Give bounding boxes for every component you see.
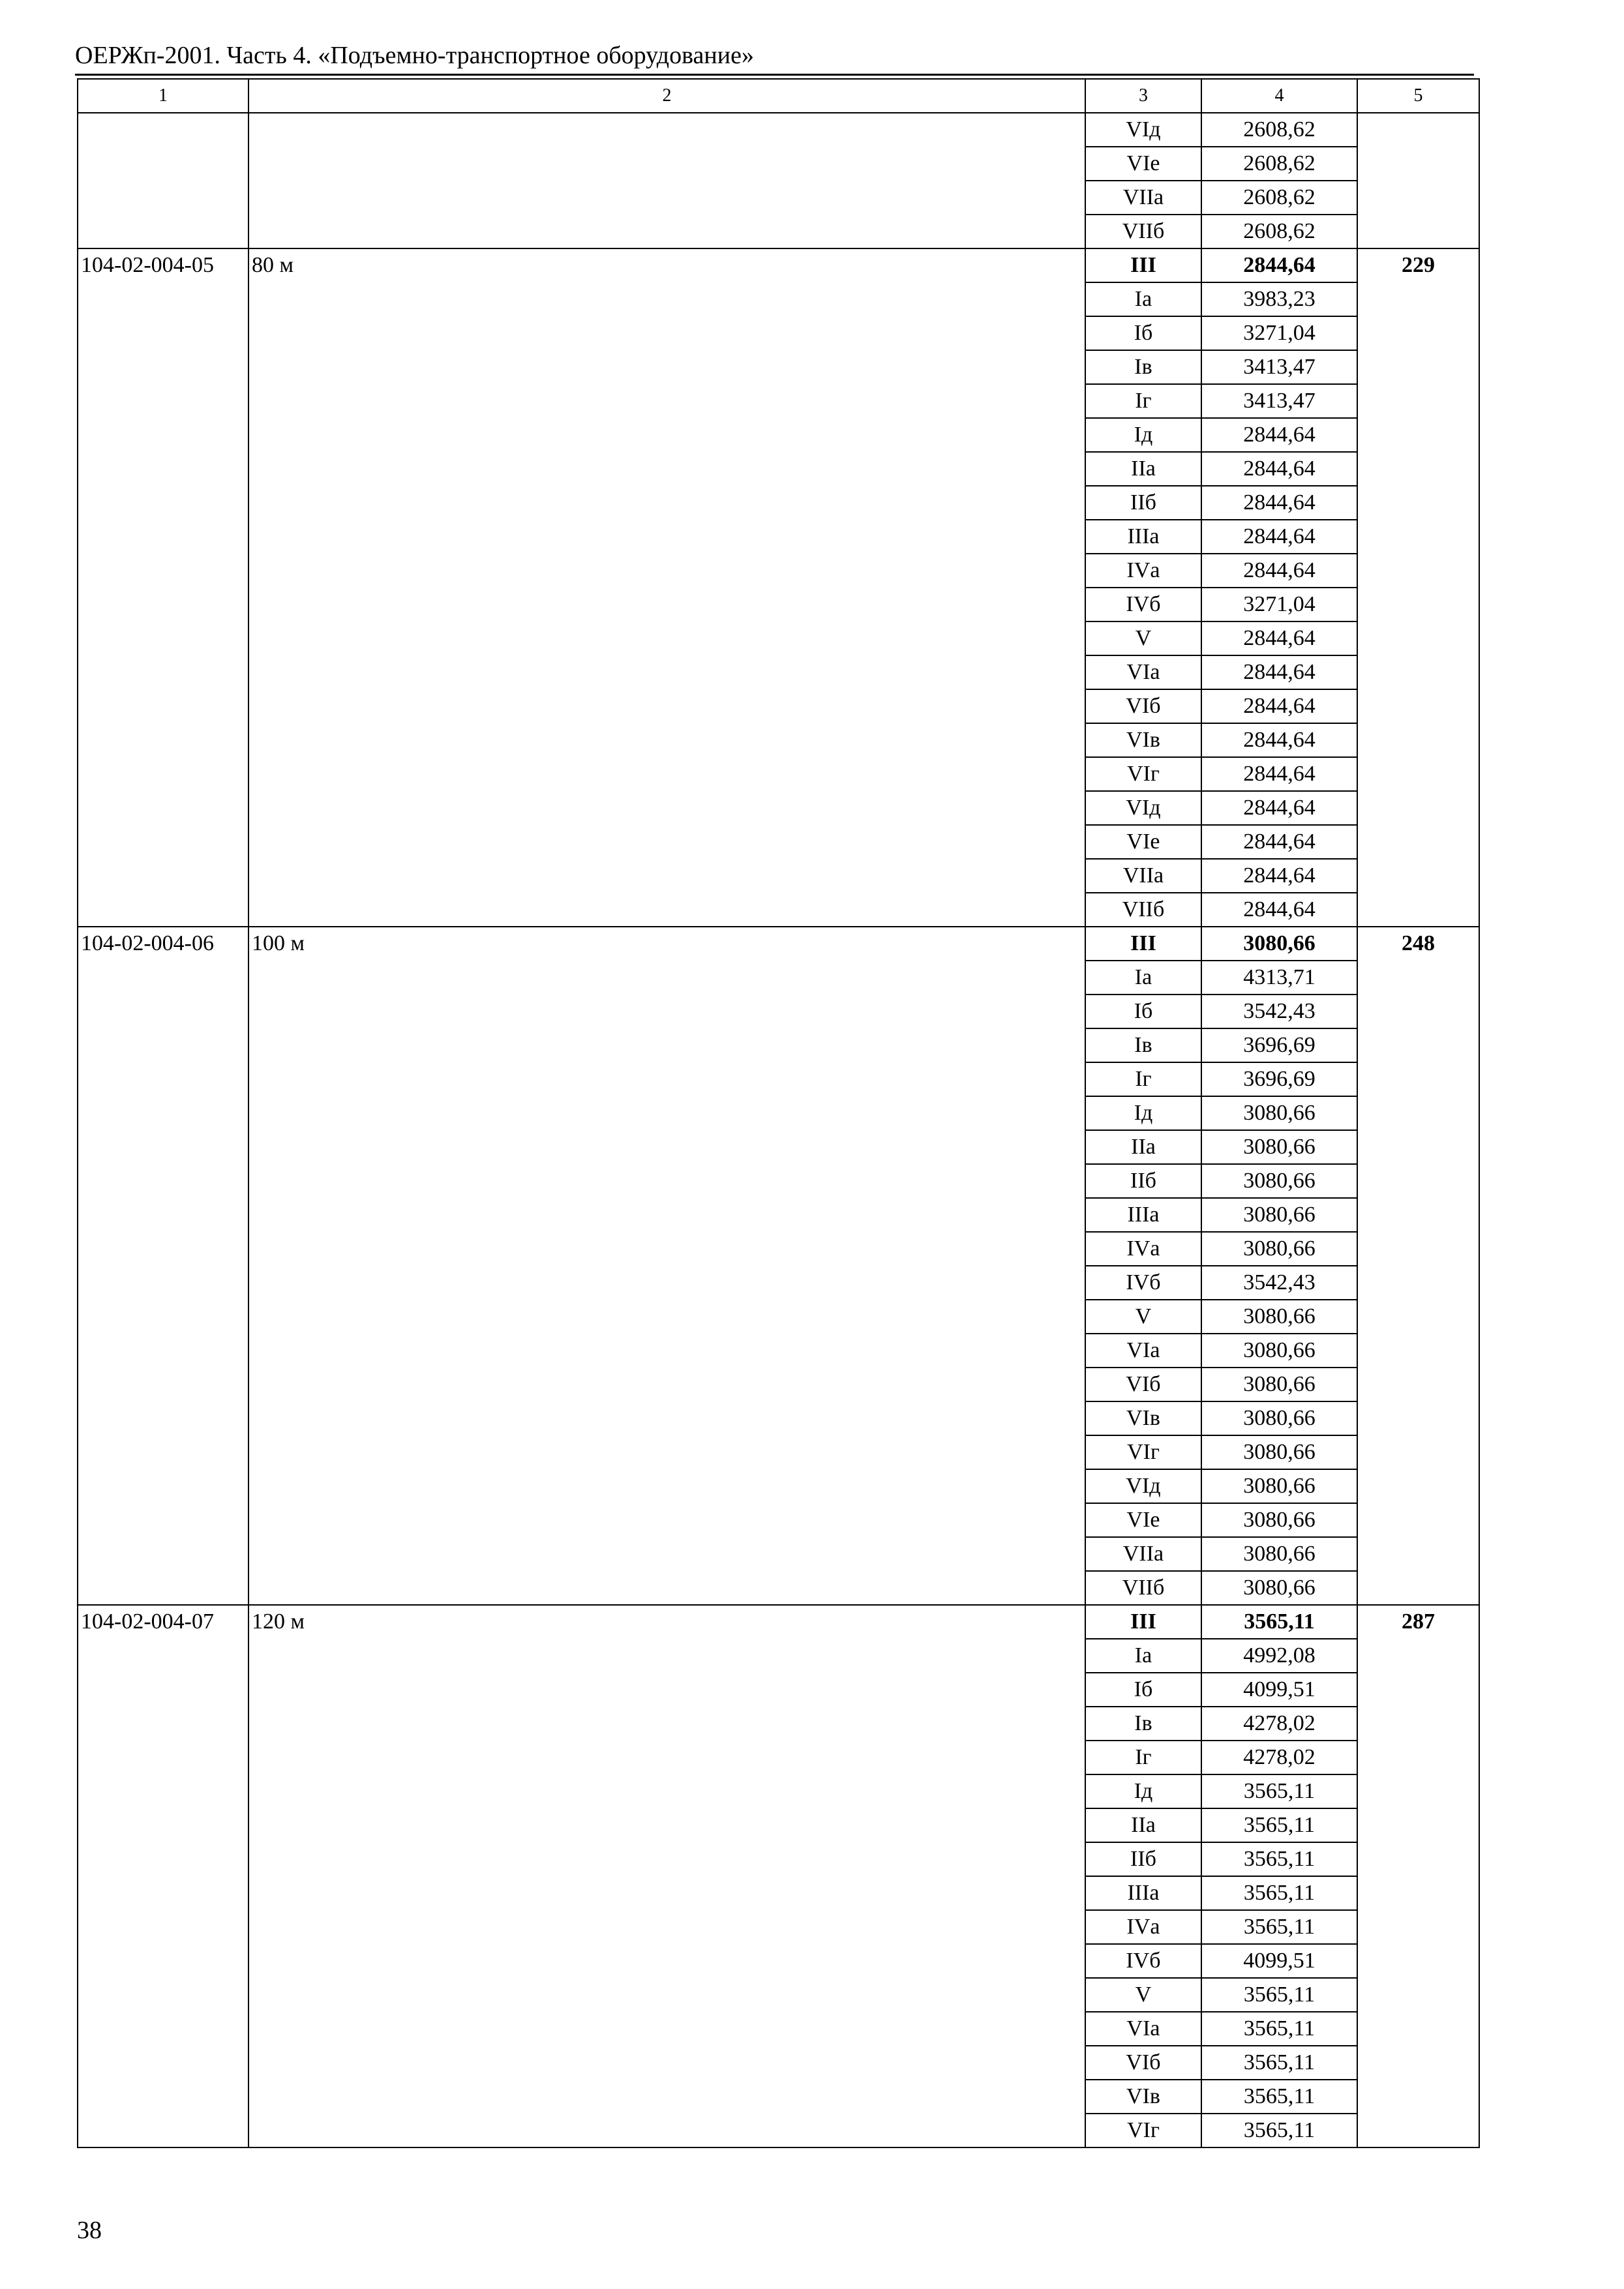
price-cell: 2844,64 bbox=[1201, 248, 1357, 282]
wage-cell: 229 bbox=[1357, 248, 1479, 927]
zone-cell: V bbox=[1085, 621, 1201, 655]
zone-cell: III bbox=[1085, 927, 1201, 961]
price-cell: 3080,66 bbox=[1201, 1232, 1357, 1266]
price-cell: 3080,66 bbox=[1201, 1164, 1357, 1198]
price-cell: 3565,11 bbox=[1201, 1842, 1357, 1876]
zone-cell: IIб bbox=[1085, 1842, 1201, 1876]
price-cell: 2844,64 bbox=[1201, 893, 1357, 927]
zone-cell: VIб bbox=[1085, 689, 1201, 723]
price-cell: 3080,66 bbox=[1201, 1571, 1357, 1605]
zone-cell: IVб bbox=[1085, 588, 1201, 621]
price-cell: 4992,08 bbox=[1201, 1639, 1357, 1673]
price-cell: 3080,66 bbox=[1201, 1503, 1357, 1537]
zone-cell: Iа bbox=[1085, 282, 1201, 316]
zone-cell: IIIа bbox=[1085, 1876, 1201, 1910]
price-cell: 2844,64 bbox=[1201, 689, 1357, 723]
item-description: 80 м bbox=[248, 248, 1085, 927]
price-cell: 3080,66 bbox=[1201, 1096, 1357, 1130]
zone-cell: VIд bbox=[1085, 1469, 1201, 1503]
item-description bbox=[248, 113, 1085, 248]
price-cell: 3542,43 bbox=[1201, 1266, 1357, 1300]
price-cell: 3565,11 bbox=[1201, 2012, 1357, 2046]
zone-cell: VIг bbox=[1085, 757, 1201, 791]
price-cell: 2844,64 bbox=[1201, 791, 1357, 825]
zone-cell: Iб bbox=[1085, 1673, 1201, 1707]
column-number-3: 3 bbox=[1085, 79, 1201, 113]
price-cell: 3565,11 bbox=[1201, 1808, 1357, 1842]
price-cell: 2844,64 bbox=[1201, 723, 1357, 757]
price-cell: 2844,64 bbox=[1201, 452, 1357, 486]
table-row bbox=[78, 1605, 1479, 1639]
price-cell: 3080,66 bbox=[1201, 1401, 1357, 1435]
zone-cell: III bbox=[1085, 1605, 1201, 1639]
zone-cell: IIб bbox=[1085, 486, 1201, 520]
price-cell: 3542,43 bbox=[1201, 995, 1357, 1028]
rates-table bbox=[77, 78, 1480, 2148]
price-cell: 2608,62 bbox=[1201, 181, 1357, 215]
price-cell: 4313,71 bbox=[1201, 961, 1357, 995]
zone-cell: Iг bbox=[1085, 1062, 1201, 1096]
price-cell: 3080,66 bbox=[1201, 1300, 1357, 1334]
item-code: 104-02-004-05 bbox=[78, 248, 248, 927]
price-cell: 3080,66 bbox=[1201, 1368, 1357, 1401]
rates-table-body bbox=[78, 113, 1479, 2147]
item-description: 100 м bbox=[248, 927, 1085, 1605]
zone-cell: Iа bbox=[1085, 961, 1201, 995]
price-cell: 3565,11 bbox=[1201, 1978, 1357, 2012]
table-row bbox=[78, 927, 1479, 961]
table-row bbox=[78, 248, 1479, 282]
price-cell: 2608,62 bbox=[1201, 147, 1357, 181]
zone-cell: VIв bbox=[1085, 1401, 1201, 1435]
zone-cell: IIIа bbox=[1085, 520, 1201, 554]
zone-cell: Iд bbox=[1085, 1774, 1201, 1808]
price-cell: 3080,66 bbox=[1201, 1469, 1357, 1503]
price-cell: 3565,11 bbox=[1201, 1605, 1357, 1639]
zone-cell: VIIа bbox=[1085, 859, 1201, 893]
price-cell: 2844,64 bbox=[1201, 655, 1357, 689]
page-header-title: ОЕРЖп-2001. Часть 4. «Подъемно-транспортное оборудование» bbox=[75, 42, 754, 69]
zone-cell: Iа bbox=[1085, 1639, 1201, 1673]
table-row bbox=[78, 113, 1479, 147]
zone-cell: VIд bbox=[1085, 791, 1201, 825]
zone-cell: IVа bbox=[1085, 1232, 1201, 1266]
zone-cell: VIв bbox=[1085, 723, 1201, 757]
zone-cell: VIа bbox=[1085, 1334, 1201, 1368]
page-number: 38 bbox=[77, 2217, 102, 2244]
price-cell: 2844,64 bbox=[1201, 825, 1357, 859]
price-cell: 3080,66 bbox=[1201, 1537, 1357, 1571]
column-number-4: 4 bbox=[1201, 79, 1357, 113]
wage-cell: 287 bbox=[1357, 1605, 1479, 2147]
zone-cell: Iв bbox=[1085, 1028, 1201, 1062]
zone-cell: VIа bbox=[1085, 655, 1201, 689]
price-cell: 3696,69 bbox=[1201, 1062, 1357, 1096]
zone-cell: VIг bbox=[1085, 1435, 1201, 1469]
price-cell: 3565,11 bbox=[1201, 1774, 1357, 1808]
item-code: 104-02-004-07 bbox=[78, 1605, 248, 2147]
zone-cell: IIб bbox=[1085, 1164, 1201, 1198]
zone-cell: VIе bbox=[1085, 825, 1201, 859]
price-cell: 4278,02 bbox=[1201, 1707, 1357, 1741]
price-cell: 3080,66 bbox=[1201, 927, 1357, 961]
zone-cell: VIд bbox=[1085, 113, 1201, 147]
price-cell: 4278,02 bbox=[1201, 1741, 1357, 1774]
zone-cell: VIа bbox=[1085, 2012, 1201, 2046]
price-cell: 3080,66 bbox=[1201, 1130, 1357, 1164]
price-cell: 4099,51 bbox=[1201, 1673, 1357, 1707]
item-code: 104-02-004-06 bbox=[78, 927, 248, 1605]
zone-cell: VIб bbox=[1085, 2046, 1201, 2080]
zone-cell: VIе bbox=[1085, 147, 1201, 181]
zone-cell: VIе bbox=[1085, 1503, 1201, 1537]
item-description: 120 м bbox=[248, 1605, 1085, 2147]
zone-cell: IIа bbox=[1085, 1808, 1201, 1842]
header-rule bbox=[75, 74, 1474, 76]
zone-cell: IIа bbox=[1085, 1130, 1201, 1164]
price-cell: 4099,51 bbox=[1201, 1944, 1357, 1978]
column-number-1: 1 bbox=[78, 79, 248, 113]
column-number-row bbox=[78, 79, 1479, 113]
zone-cell: Iв bbox=[1085, 350, 1201, 384]
price-cell: 2844,64 bbox=[1201, 520, 1357, 554]
zone-cell: VIIб bbox=[1085, 215, 1201, 248]
price-cell: 3080,66 bbox=[1201, 1198, 1357, 1232]
zone-cell: IIа bbox=[1085, 452, 1201, 486]
price-cell: 3080,66 bbox=[1201, 1334, 1357, 1368]
zone-cell: VIб bbox=[1085, 1368, 1201, 1401]
zone-cell: Iг bbox=[1085, 1741, 1201, 1774]
price-cell: 2844,64 bbox=[1201, 418, 1357, 452]
zone-cell: IVа bbox=[1085, 554, 1201, 588]
zone-cell: VIв bbox=[1085, 2080, 1201, 2114]
price-cell: 3080,66 bbox=[1201, 1435, 1357, 1469]
price-cell: 2608,62 bbox=[1201, 113, 1357, 147]
price-cell: 3983,23 bbox=[1201, 282, 1357, 316]
zone-cell: VIIа bbox=[1085, 1537, 1201, 1571]
zone-cell: Iб bbox=[1085, 995, 1201, 1028]
price-cell: 3565,11 bbox=[1201, 2046, 1357, 2080]
zone-cell: Iд bbox=[1085, 1096, 1201, 1130]
price-cell: 2844,64 bbox=[1201, 757, 1357, 791]
zone-cell: Iв bbox=[1085, 1707, 1201, 1741]
column-number-5: 5 bbox=[1357, 79, 1479, 113]
price-cell: 3413,47 bbox=[1201, 350, 1357, 384]
column-number-2: 2 bbox=[248, 79, 1085, 113]
price-cell: 3271,04 bbox=[1201, 588, 1357, 621]
zone-cell: V bbox=[1085, 1978, 1201, 2012]
zone-cell: Iд bbox=[1085, 418, 1201, 452]
price-cell: 2844,64 bbox=[1201, 621, 1357, 655]
zone-cell: V bbox=[1085, 1300, 1201, 1334]
price-cell: 2844,64 bbox=[1201, 554, 1357, 588]
price-cell: 3565,11 bbox=[1201, 1910, 1357, 1944]
zone-cell: IIIа bbox=[1085, 1198, 1201, 1232]
price-cell: 3271,04 bbox=[1201, 316, 1357, 350]
zone-cell: VIIб bbox=[1085, 1571, 1201, 1605]
wage-cell bbox=[1357, 113, 1479, 248]
zone-cell: VIIа bbox=[1085, 181, 1201, 215]
price-cell: 3696,69 bbox=[1201, 1028, 1357, 1062]
zone-cell: III bbox=[1085, 248, 1201, 282]
price-cell: 3413,47 bbox=[1201, 384, 1357, 418]
price-cell: 3565,11 bbox=[1201, 1876, 1357, 1910]
zone-cell: Iг bbox=[1085, 384, 1201, 418]
zone-cell: VIг bbox=[1085, 2114, 1201, 2147]
zone-cell: Iб bbox=[1085, 316, 1201, 350]
zone-cell: IVа bbox=[1085, 1910, 1201, 1944]
price-cell: 3565,11 bbox=[1201, 2114, 1357, 2147]
zone-cell: VIIб bbox=[1085, 893, 1201, 927]
wage-cell: 248 bbox=[1357, 927, 1479, 1605]
price-cell: 2844,64 bbox=[1201, 859, 1357, 893]
zone-cell: IVб bbox=[1085, 1944, 1201, 1978]
item-code bbox=[78, 113, 248, 248]
price-cell: 2608,62 bbox=[1201, 215, 1357, 248]
zone-cell: IVб bbox=[1085, 1266, 1201, 1300]
price-cell: 2844,64 bbox=[1201, 486, 1357, 520]
price-cell: 3565,11 bbox=[1201, 2080, 1357, 2114]
